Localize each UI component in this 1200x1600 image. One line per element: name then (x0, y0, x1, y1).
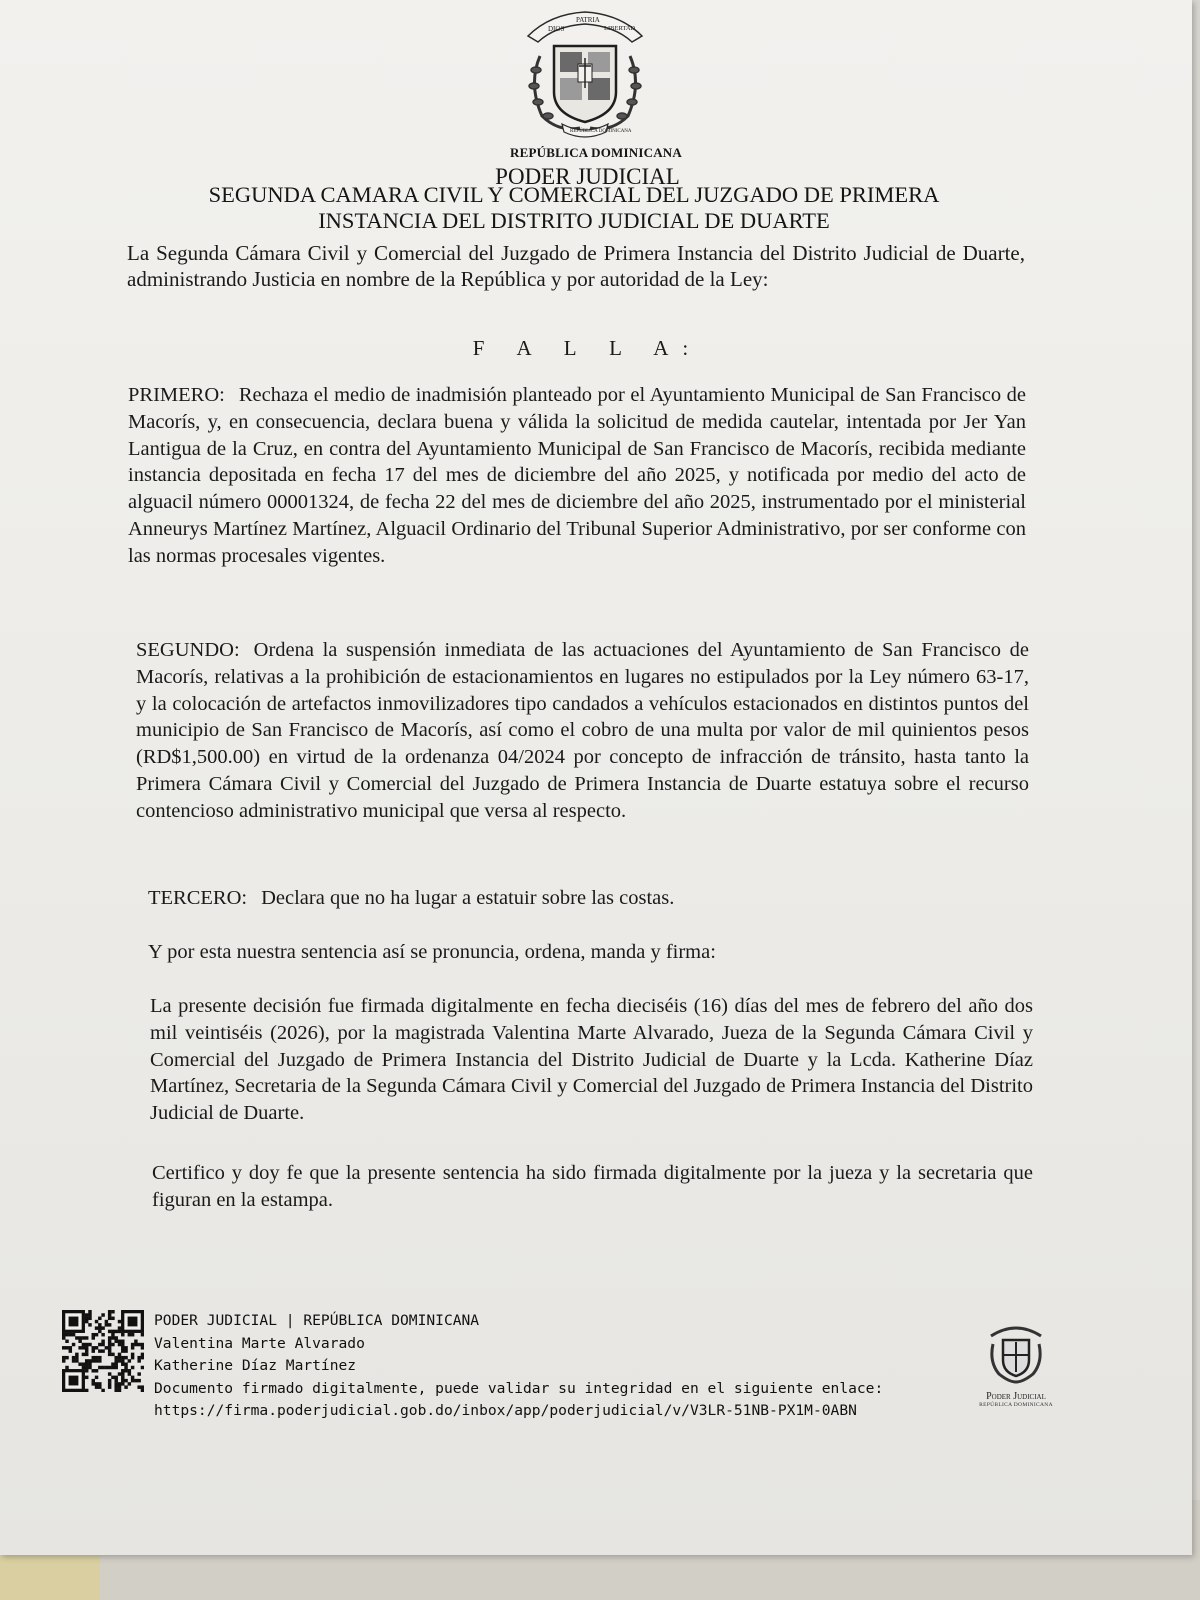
resolution-segundo-label: SEGUNDO: (136, 639, 240, 661)
national-coat-of-arms-icon (520, 6, 650, 144)
qr-code-icon[interactable] (62, 1310, 144, 1392)
logo-title: Poder Judicial (986, 1391, 1046, 1402)
validation-text: Documento firmado digitalmente, puede validar su integridad en el siguiente enlace: (154, 1379, 884, 1397)
court-name-heading (0, 182, 1148, 234)
intro-paragraph: La Segunda Cámara Civil y Comercial del Juzgado de Primera Instancia del Distrito Judicial de Duarte, administrando Justicia en nombre de la República y por autoridad de la Ley: (127, 241, 1025, 291)
resolution-primero (128, 382, 1026, 570)
court-name-line-2: INSTANCIA DEL DISTRITO JUDICIAL DE DUARTE (318, 208, 830, 233)
resolution-tercero-label: TERCERO: (148, 887, 248, 909)
resolution-segundo-text: Ordena la suspensión inmediata de las actuaciones del Ayuntamiento de San Francisco de Macorís, relativas a la prohibición de estacionamientos en lugares no estipulados por la Ley número 63-17, y la colocación de artefactos inmovilizadores tipo candados a vehículos estacionados en distintos puntos del municipio de San Francisco de Macorís, así como el cobro de una multa por valor de mil quinientos pesos (RD$1,500.00) en virtud de la ordenanza 04/2024 por concepto de infracción de tránsito, hasta tanto la Primera Cámara Civil y Comercial del Juzgado de Primera Instancia de Duarte estatuya sobre el recurso contencioso administrativo municipal que versa al respecto. (136, 639, 1029, 822)
poder-judicial-logo (966, 1322, 1066, 1408)
poder-judicial-heading: PODER JUDICIAL (495, 164, 680, 189)
logo-subtitle: REPÚBLICA DOMINICANA (979, 1402, 1053, 1408)
seal-ribbon-text: REPÚBLICA DOMINICANA (570, 129, 632, 134)
signer-judge: Valentina Marte Alvarado (154, 1334, 365, 1352)
closing-formula: Y por esta nuestra sentencia así se pronuncia, ordena, manda y firma: (148, 941, 716, 963)
poder-judicial-shield-icon (985, 1322, 1047, 1384)
validation-link[interactable]: https://firma.poderjudicial.gob.do/inbox/app/poderjudicial/v/V3LR-51NB-PX1M-0ABN (154, 1402, 857, 1420)
seal-motto-patria: PATRIA (576, 16, 600, 24)
certification-paragraph: Certifico y doy fe que la presente sentencia ha sido firmada digitalmente por la jueza y la secretaria que figuran en la estampa. (152, 1162, 1033, 1211)
signature-block (154, 1310, 883, 1423)
signature-institution: PODER JUDICIAL | REPÚBLICA DOMINICANA (154, 1312, 480, 1329)
seal-motto-libertad: LIBERTAD (604, 25, 636, 32)
resolution-tercero-text: Declara que no ha lugar a estatuir sobre las costas. (261, 887, 675, 909)
falla-heading: F A L L A: (472, 336, 703, 360)
seal-motto-dios: DIOS (548, 25, 565, 33)
signature-paragraph: La presente decisión fue firmada digitalmente en fecha dieciséis (16) días del mes de febrero del año dos mil veintiséis (2026), por la magistrada Valentina Marte Alvarado, Jueza de la Segunda Cámara Civil y Comercial del Juzgado de Primera Instancia del Distrito Judicial de Duarte y la Lcda. Katherine Díaz Martínez, Secretaria de la Segunda Cámara Civil y Comercial del Juzgado de Primera Instancia del Distrito Judicial de Duarte. (150, 995, 1033, 1125)
resolution-segundo (136, 637, 1029, 825)
court-name-line-1: SEGUNDA CAMARA CIVIL Y COMERCIAL DEL JUZGADO DE PRIMERA (208, 182, 940, 207)
resolution-tercero (148, 885, 1028, 912)
signer-secretary: Katherine Díaz Martínez (154, 1357, 357, 1375)
republica-dominicana-label: REPÚBLICA DOMINICANA (510, 145, 682, 160)
resolution-primero-label: PRIMERO: (128, 384, 225, 406)
resolution-primero-text: Rechaza el medio de inadmisión planteado por el Ayuntamiento Municipal de San Francisco de Macorís, y, en consecuencia, declara buena y válida la solicitud de medida cautelar, intentada por Jer Yan Lantigua de la Cruz, en contra del Ayuntamiento Municipal de San Francisco de Macorís, recibida mediante instancia depositada en fecha 17 del mes de diciembre del año 2025, y notificada por medio del acto de alguacil número 00001324, de fecha 22 del mes de diciembre del año 2025, instrumentado por el ministerial Anneurys Martínez Martínez, Alguacil Ordinario del Tribunal Superior Administrativo, por ser conforme con las normas procesales vigentes. (128, 384, 1026, 567)
